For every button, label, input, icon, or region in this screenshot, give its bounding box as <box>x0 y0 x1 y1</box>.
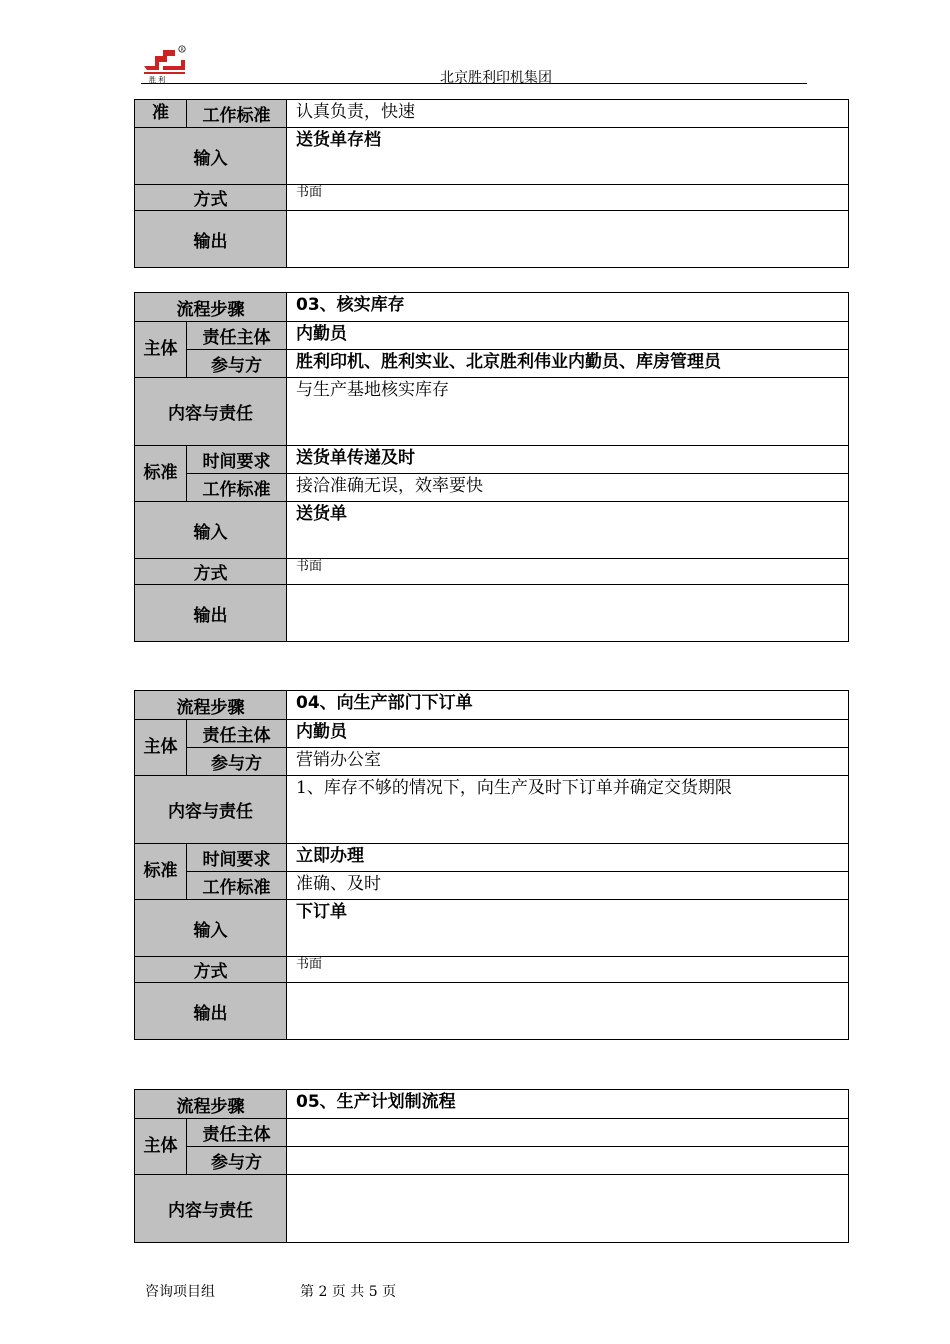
process-table-fragment <box>134 99 849 268</box>
responsible-label: 责任主体 <box>187 1119 287 1147</box>
company-logo <box>141 44 193 84</box>
participant-label: 参与方 <box>187 748 287 776</box>
output-value <box>287 983 849 1040</box>
output-label: 输出 <box>135 983 287 1040</box>
step-label: 流程步骤 <box>135 1090 287 1119</box>
participant-value: 营销办公室 <box>287 748 849 776</box>
time-requirement-value: 立即办理 <box>287 844 849 872</box>
method-label: 方式 <box>135 559 287 585</box>
header-divider <box>141 83 807 84</box>
input-label: 输入 <box>135 900 287 957</box>
process-table-step-04 <box>134 690 849 1040</box>
method-value: 书面 <box>287 559 849 585</box>
subject-group-label: 主体 <box>135 1119 187 1175</box>
standard-group-label: 标准 <box>135 844 187 900</box>
step-label: 流程步骤 <box>135 293 287 322</box>
step-value: 05、生产计划制流程 <box>287 1090 849 1119</box>
content-label: 内容与责任 <box>135 1175 287 1243</box>
responsible-label: 责任主体 <box>187 322 287 350</box>
input-label: 输入 <box>135 128 287 185</box>
output-label: 输出 <box>135 585 287 642</box>
footer-group: 咨询项目组 <box>145 1284 215 1300</box>
work-standard-label: 工作标准 <box>187 474 287 502</box>
time-requirement-label: 时间要求 <box>187 446 287 474</box>
responsible-value: 内勤员 <box>287 720 849 748</box>
output-label: 输出 <box>135 211 287 268</box>
work-standard-value: 准确、及时 <box>287 872 849 900</box>
method-value: 书面 <box>287 957 849 983</box>
content-label: 内容与责任 <box>135 776 287 844</box>
step-value: 03、核实库存 <box>287 293 849 322</box>
work-standard-value: 认真负责，快速 <box>287 100 849 128</box>
method-value: 书面 <box>287 185 849 211</box>
participant-value <box>287 1147 849 1175</box>
content-value <box>287 1175 849 1243</box>
input-value: 下订单 <box>287 900 849 957</box>
logo-text: 胜 利 <box>149 76 166 84</box>
step-value: 04、向生产部门下订单 <box>287 691 849 720</box>
responsible-label: 责任主体 <box>187 720 287 748</box>
content-value: 与生产基地核实库存 <box>287 378 849 446</box>
subject-group-label: 主体 <box>135 720 187 776</box>
standard-group-tail: 准 <box>135 100 187 128</box>
process-table-step-05 <box>134 1089 849 1243</box>
step-label: 流程步骤 <box>135 691 287 720</box>
output-value <box>287 585 849 642</box>
svg-text:R: R <box>180 48 184 53</box>
method-label: 方式 <box>135 185 287 211</box>
content-label: 内容与责任 <box>135 378 287 446</box>
page-number: 第 2 页 共 5 页 <box>300 1284 397 1300</box>
responsible-value: 内勤员 <box>287 322 849 350</box>
work-standard-label: 工作标准 <box>187 872 287 900</box>
output-value <box>287 211 849 268</box>
company-name: 北京胜利印机集团 <box>440 70 552 86</box>
work-standard-label: 工作标准 <box>187 100 287 128</box>
input-value: 送货单 <box>287 502 849 559</box>
input-label: 输入 <box>135 502 287 559</box>
method-label: 方式 <box>135 957 287 983</box>
participant-label: 参与方 <box>187 350 287 378</box>
time-requirement-value: 送货单传递及时 <box>287 446 849 474</box>
standard-group-label: 标准 <box>135 446 187 502</box>
work-standard-value: 接洽准确无误，效率要快 <box>287 474 849 502</box>
process-table-step-03 <box>134 292 849 642</box>
input-value: 送货单存档 <box>287 128 849 185</box>
content-value: 1、库存不够的情况下，向生产及时下订单并确定交货期限 <box>287 776 849 844</box>
participant-label: 参与方 <box>187 1147 287 1175</box>
participant-value: 胜利印机、胜利实业、北京胜利伟业内勤员、库房管理员 <box>287 350 849 378</box>
responsible-value <box>287 1119 849 1147</box>
subject-group-label: 主体 <box>135 322 187 378</box>
time-requirement-label: 时间要求 <box>187 844 287 872</box>
